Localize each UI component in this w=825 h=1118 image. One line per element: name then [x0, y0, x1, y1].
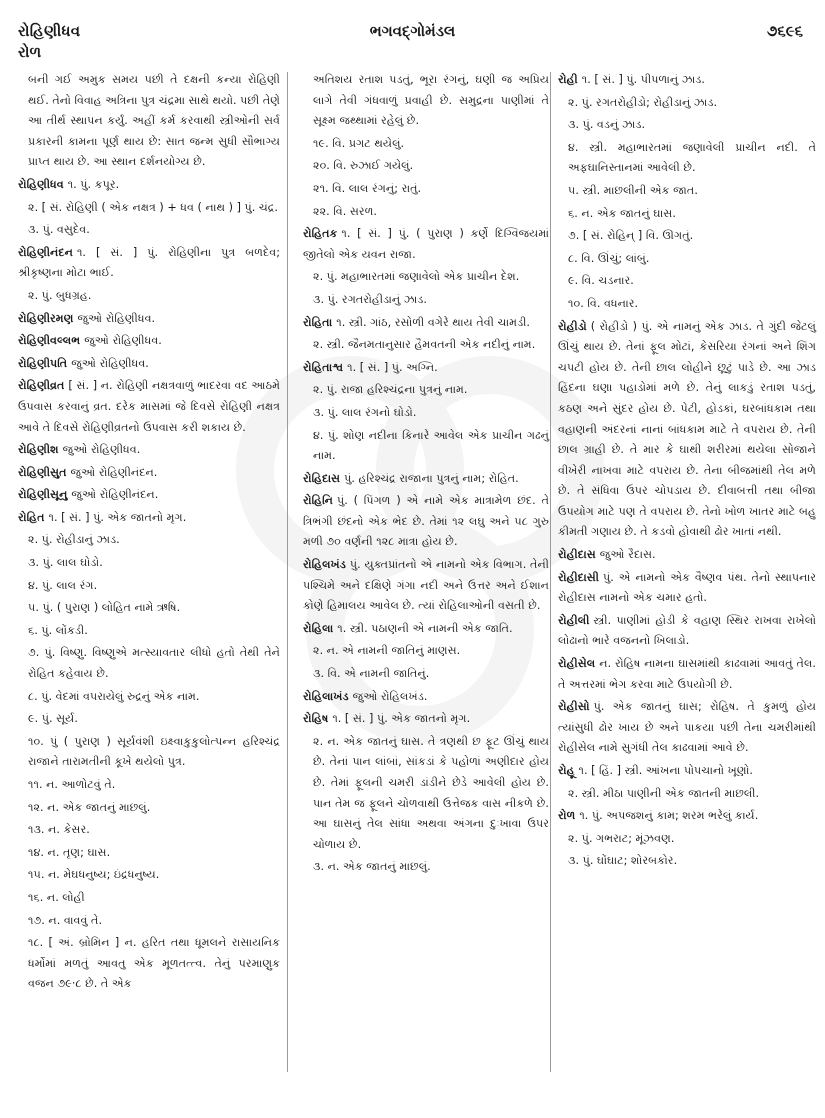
column-left	[18, 70, 280, 997]
entry-definition: ૧. [ સં. ] પું. અગ્નિ.	[347, 360, 438, 374]
dictionary-entry	[18, 485, 280, 506]
sub-definition: ૨. પું. મહાભારતમાં જણાવેલો એક પ્રાચીન દેશ.	[313, 270, 520, 284]
dictionary-entry	[18, 463, 280, 484]
sub-definition: ૩. વિ. એ નામની જાતિનું.	[313, 667, 430, 681]
entry-headword: રોહિણીરમણ	[18, 311, 74, 325]
dictionary-entry	[558, 545, 816, 566]
dictionary-entry	[303, 491, 549, 553]
sub-definition: ૧૬. ન. લોહી	[28, 890, 85, 904]
dictionary-entry	[303, 313, 549, 334]
sub-definition: ૨૧. વિ. લાલ રંગનું; રાતું.	[313, 181, 422, 195]
entry-definition: ન. રોહિષ નામના ઘાસમાંથી કાઢવામાં આવતું તેલ. તે અત્તરમાં ભેગ કરવા માટે ઉપયોગી છે.	[558, 657, 816, 691]
dictionary-entry	[18, 243, 280, 284]
entry-headword: રોહિણીપતિ	[18, 356, 68, 370]
page-title: ભગવદ્ગોમંડલ	[369, 22, 456, 40]
entry-headword: રોહિત	[18, 510, 45, 524]
entry-definition: જુઓ રોહિણીધવ.	[62, 443, 141, 457]
entry-headword: રોહિણીસૂનુ	[18, 488, 68, 502]
sub-definition: ૨. પું. ગભરાટ; મૂંઝવણ.	[568, 831, 675, 845]
dictionary-entry	[18, 331, 280, 352]
sub-definition: ૧૩. ન. કેસર.	[28, 823, 90, 837]
entry-headword: રોહિણીશ	[18, 443, 59, 457]
sub-definition: ૩. પું. ઘોંઘાટ; શોરબકોર.	[568, 854, 678, 868]
entry-definition: ૧. [ સં. ] પું. એક જાતનો મૃગ.	[332, 712, 471, 726]
entry-headword: રોહીદાસ	[558, 548, 596, 562]
dictionary-entry	[558, 568, 816, 609]
sub-definition: ૩. ન. એક જાતનું માછલું.	[313, 860, 431, 874]
column-divider	[287, 72, 288, 1072]
entry-headword: રોહિલાખંડ	[303, 689, 349, 703]
sub-definition: ૩. પું. લાલ રંગનો ઘોડો.	[313, 405, 417, 419]
sub-definition: ૧૦. વિ. વધનાર.	[568, 296, 639, 310]
entry-headword: રોહિણીનંદન	[18, 245, 73, 259]
dictionary-entry	[558, 761, 816, 782]
entry-headword: રોહિદાસ	[303, 471, 341, 485]
sub-definition: ૬. પું. લોંકડી.	[28, 623, 88, 637]
page-number: ૭૬૯૬	[766, 22, 803, 40]
dictionary-entry	[18, 440, 280, 461]
sub-definition: ૨. પું. રગતરોહીડો; રોહીડાનું ઝાડ.	[568, 95, 718, 109]
entry-definition: [ સં. ] ન. રોહિણી નક્ષત્રવાળું ભાદરવા વદ આઠમે ઉપવાસ કરવાનું વ્રત. દરેક માસમાં જે દિવસે રોહિણી નક્ષત્ર આવે તે દિવસે રોહિણીવ્રતનો ઉપવાસ કરી શકાય છે.	[18, 379, 280, 434]
entry-definition: જુઓ રોહિણીનંદન.	[70, 465, 158, 479]
dictionary-entry	[303, 358, 549, 379]
entry-headword: રોહિલખંડ	[303, 558, 346, 572]
entry-headword: રોહીદાસી	[558, 570, 599, 584]
entry-definition: જુઓ રોહિણીધવ.	[77, 311, 156, 325]
dictionary-entry	[303, 555, 549, 617]
sub-definition: ૩. પું. વડનું ઝાડ.	[568, 118, 646, 132]
sub-definition: ૨. [ સં. રોહિણી ( એક નક્ષત્ર ) + ધવ ( નાથ ) ] પું. ચંદ્ર.	[28, 200, 278, 214]
sub-definition: ૧૮. [ અં. બ્રોમિન ] ન. હરિત તથા ધૂમલને રાસાયનિક ધર્મોમાં મળતું આવતુ એક મૂળતત્ત્વ. તેનું પરમાણુક વજન ૭૯·૮ છે. તે એક	[28, 936, 280, 991]
sub-definition: ૨૨. વિ. સરળ.	[313, 204, 377, 218]
column-middle	[303, 70, 549, 880]
sub-definition: ૮. વિ. ઊંચું; લાંબું.	[568, 251, 650, 265]
dictionary-entry	[18, 508, 280, 529]
entry-headword: રોહિણીવ્રત	[18, 379, 65, 393]
entry-headword: રોહિણીધવ	[18, 177, 64, 191]
entry-definition: પું. એક જાતનું ઘાસ; રોહિષ. તે કુમળું હોય ત્યાંસુધી ઢોર ખાય છે અને પાકયા પછી તેના ચમરીમાંથી રોહીસેલ નામે સુગંધી તેલ કાઢવામાં આવે છે.	[558, 700, 816, 755]
entry-definition: ૧. પું. અપજશનું કામ; શરમ ભરેલું કાર્ય.	[579, 809, 759, 823]
entry-headword: રોહિષ	[303, 712, 329, 726]
entry-headword: રોહિલા	[303, 621, 334, 635]
dictionary-entry	[558, 654, 816, 695]
sub-definition: ૫. સ્ત્રી. માછલીની એક જાત.	[568, 183, 698, 197]
entry-definition: ૧. [ સં. ] પું. રોહિણીના પુત્ર બળદેવ; શ્રીકૃષ્ણના મોટા ભાઈ.	[18, 245, 280, 280]
entry-definition: ૧. સ્ત્રી. ગાંઠ, રસોળી વગેરે થાય તેવી ચામડી.	[336, 315, 530, 329]
entry-definition: પું. એ નામનો એક વૈષ્ણવ પંથ. તેનો સ્થાપનાર રોહીદાસ નામનો એક ચમાર હતો.	[558, 570, 816, 605]
sub-definition: ૫. પું. ( પુરાણ ) લોહિત નામે ઋષિ.	[28, 601, 181, 615]
sub-definition: ૧૭. ન. વાવવું તે.	[28, 913, 102, 927]
sub-definition: ૧૫. ન. મેઘધનુષ્ય; ઇંદ્રધનુષ્ય.	[28, 868, 160, 882]
sub-definition: ૧૪. ન. તૃણ; ઘાસ.	[28, 845, 111, 859]
sub-definition: ૪. પું. શોણ નદીના કિનારે આવેલ એક પ્રાચીન ગઢનું નામ.	[313, 428, 549, 463]
sub-definition: ૨. પું. રોહીડાનું ઝાડ.	[28, 533, 120, 547]
entry-headword: રોહીસેલ	[558, 657, 596, 671]
entry-headword: રોહિતક	[303, 227, 338, 241]
sub-definition: ૩. પું. લાલ ઘોડો.	[28, 556, 103, 570]
entry-headword: રોહીસો	[558, 700, 590, 714]
entry-headword: રોહિતાશ્વ	[303, 360, 344, 374]
dictionary-entry	[558, 806, 816, 827]
dictionary-entry	[303, 224, 549, 265]
entry-definition: ૧. [ સં. ] પું. પીપળાનું ઝાડ.	[581, 73, 705, 86]
entry-definition: જુઓ રોહિણીનંદન.	[71, 488, 159, 502]
dictionary-entry	[558, 611, 816, 652]
continued-definition: અતિશય રતાશ પડતું, ભૂરા રંગનું, ઘણી જ અપ્રિય લાગે તેવી ગંધવાળું પ્રવાહી છે. સમુદ્રના પાણીમાં તે સૂક્ષ્મ જથ્થામાં રહેલું છે.	[313, 73, 549, 128]
entry-headword: રોળ	[558, 809, 576, 823]
sub-definition: ૩. પું. વસુદેવ.	[28, 223, 90, 237]
entry-definition: જુઓ રોહિણીધવ.	[84, 334, 162, 348]
dictionary-entry	[303, 687, 549, 708]
sub-definition: ૨. પું. રાજા હરિશ્ચંદ્રના પુત્રનું નામ.	[313, 383, 468, 397]
entry-definition: પું. ( પિંગળ ) એ નામે એક માત્રામેળ છંદ. તે ત્રિભંગી છંદનો એક ભેદ છે. તેમાં ૧૨ લઘુ અને ૫૮ ગુરુ મળી ૭૦ વર્ણની ૧૨૮ માત્રા હોય છે.	[303, 494, 549, 549]
sub-definition: ૧૯. વિ. પ્રગટ થયેલું.	[313, 136, 405, 150]
dictionary-entry	[558, 317, 816, 544]
dictionary-entry	[18, 309, 280, 330]
dictionary-entry	[303, 619, 549, 640]
sub-definition: ૨. ન. એક જાતનું ઘાસ. તે ત્રણથી છ ફૂટ ઊંચું થાય છે. તેનાં પાન લાંબાં, સાંકડાં કે પહોળાં અણીદાર હોય છે. તેમાં ફૂલની ચમરી ડાંડીને છેડે આવેલી હોય છે. પાન તેમ જ ફૂલને ચોળવાથી ઉત્તેજક વાસ નીકળે છે. આ ઘાસનું તેલ સાંધા અથવા અંગના દુઃખાવા ઉપર ચોળાય છે.	[313, 734, 549, 851]
entry-definition: સ્ત્રી. પાણીમાં હોડી કે વહાણ સ્થિર રાખવા રાખેલો લોઢાનો ભારે વજનનો ખિલાડો.	[558, 613, 816, 648]
sub-definition: ૮. પું. વેદમાં વપરાયેલું રુદ્રનું એક નામ.	[28, 689, 200, 703]
entry-definition: ૧. [ હિં. ] સ્ત્રી. આંખના પોપચાનો ખૂણો.	[578, 764, 753, 777]
dictionary-entry	[303, 709, 549, 730]
entry-headword: રોહિણીવલ્લભ	[18, 334, 81, 348]
entry-headword: રોહિનિ	[303, 494, 333, 508]
sub-definition: ૪. સ્ત્રી. મહાભારતમાં જણાવેલી પ્રાચીન નદી. તે અફઘાનિસ્તાનમાં આવેલી છે.	[568, 140, 816, 175]
entry-definition: પું. હરિશ્ચંદ્ર રાજાના પુત્રનું નામ; રોહિત.	[344, 471, 519, 485]
sub-definition: ૧૦. પું ( પુરાણ ) સૂર્યવંશી ઇક્ષ્વાકુકુલોત્પન્ન હરિશ્ચંદ્ર રાજાને તારામતીની કૂખે થયેલો પુત્ર.	[28, 734, 280, 769]
guide-word-first: રોહિણીધવ	[18, 22, 81, 40]
sub-definition: ૯. પું. સૂર્ય.	[28, 712, 78, 726]
sub-definition: ૨. સ્ત્રી. મીઠા પાણીની એક જાતની માછલી.	[568, 786, 760, 800]
entry-headword: રોહીડો	[558, 319, 587, 333]
dictionary-entry	[18, 175, 280, 196]
sub-definition: ૨. ન. એ નામની જાતિનું માણસ.	[313, 644, 461, 658]
sub-definition: ૭. [ સં. રોહિન્ ] વિ. ઊગતું.	[568, 229, 694, 243]
sub-definition: ૬. ન. એક જાતનું ઘાસ.	[568, 206, 676, 220]
entry-definition: ૧. પું. કપૂર.	[67, 177, 120, 191]
entry-definition: જુઓ રોહિલખંડ.	[352, 689, 428, 703]
entry-headword: રોહી	[558, 73, 578, 86]
sub-definition: ૨. સ્ત્રી. જૈનમતાનુસાર હૈમવતની એક નદીનું નામ.	[313, 338, 536, 352]
entry-definition: જુઓ રૈદાસ.	[599, 548, 656, 562]
sub-definition: ૨૦. વિ. રુઝાઈ ગયેલું.	[313, 159, 414, 173]
entry-definition: ૧. [ સં. ] પું. ( પુરાણ ) કર્ણે દિગ્વિજયમાં જીતેલો એક યવન રાજા.	[303, 227, 549, 261]
entry-headword: રોહીલી	[558, 613, 590, 627]
sub-definition: ૧૧. ન. આળોટવું તે.	[28, 778, 116, 791]
dictionary-entry	[18, 354, 280, 375]
guide-word-last: રોળ	[18, 43, 42, 61]
entry-headword: રોહિતા	[303, 315, 333, 329]
entry-headword: રોહૂ	[558, 764, 575, 777]
entry-definition: જુઓ રોહિણીધવ.	[71, 356, 149, 370]
dictionary-entry	[18, 376, 280, 438]
entry-definition: ( રોહીડો ) પું. એ નામનું એક ઝાડ. તે ગુંદી જેટલું ઊંચું થાય છે. તેનાં ફૂલ મોટાં, કેસરિયા રંગનાં અને શિંગ ચપટી હોય છે. તેની છાલ લોહીને છૂટું પાડે છે. આ ઝાડ હિંદના ઘણા પહાડોમાં મળે છે. તેનું લાકડું રતાશ પડતું, કઠણ અને સુંદર હોય છે. પેટી, હોડકાં, ઘરબાંધકામ તથા વહાણની અંદરનાં નાનાં બાંધકામ માટે તે વપરાય છે. તેની છાલ ગ્રાહી છે. તે માર કે ઘાથી શરીરમાં થયેલા સોજાને વીખેરી નાખવા માટે વપરાય છે. તેના બીજમાંથી તેલ મળે છે. તે સંધિવા ઉપર ચોપડાય છે. દીવાબત્તી તથા બીજા ઉપયોગ માટે પણ તે વપરાય છે. તેનો ખોળ ખાતર માટે બહુ કીમતી ગણાય છે. તે કડવો હોવાથી ઢોર ખાતાં નથી.	[558, 319, 816, 539]
entry-headword: રોહિણીસુત	[18, 465, 67, 479]
entry-definition: ૧. [ સં. ] પું. એક જાતનો મૃગ.	[48, 510, 187, 524]
sub-definition: ૧૨. ન. એક જાતનું માછલું.	[28, 800, 151, 814]
sub-definition: ૩. પું. રગતરોહીડાનું ઝાડ.	[313, 292, 427, 306]
sub-definition: ૪. પું. લાલ રંગ.	[28, 578, 98, 592]
sub-definition: ૭. પું. વિષ્ણુ. વિષ્ણુએ મત્સ્યાવતાર લીધો હતો તેથી તેને રોહિત કહેવાય છે.	[28, 646, 280, 681]
column-right	[558, 70, 816, 874]
dictionary-entry	[303, 469, 549, 490]
sub-definition: ૨. પું. બુધગ્રહ.	[28, 288, 92, 302]
entry-definition: પું. યુક્તપ્રાંતનો એ નામનો એક વિભાગ. તેની પશ્ચિમે અને દક્ષિણે ગંગા નદી અને ઉત્તર અને ઈશાન કોણે હિમાલય આવેલ છે. ત્યાં રોહિલાઓની વસતી છે.	[303, 558, 549, 613]
continued-definition: બની ગઈ અમુક સમય પછી તે દક્ષની કન્યા રોહિણી થઈ. તેનો વિવાહ અત્રિના પુત્ર ચંદ્રમા સાથે થયો. પછી તેણે આ તીર્થ સ્થાપન કર્યું. અહીં કર્મ કરવાથી સ્ત્રીઓની સર્વ પ્રકારની કામના પૂર્ણ થાય છે: સાત જન્મ સુધી સૌભાગ્ય પ્રાપ્ત થાય છે. આ સ્થાન દર્શનયોગ્ય છે.	[28, 73, 280, 169]
entry-definition: ૧. સ્ત્રી. પઠાણની એ નામની એક જાતિ.	[337, 621, 513, 635]
dictionary-entry	[558, 70, 816, 91]
page-header	[0, 0, 825, 66]
sub-definition: ૯. વિ. ચડનાર.	[568, 274, 634, 288]
column-divider	[550, 72, 551, 1072]
dictionary-entry	[558, 697, 816, 759]
